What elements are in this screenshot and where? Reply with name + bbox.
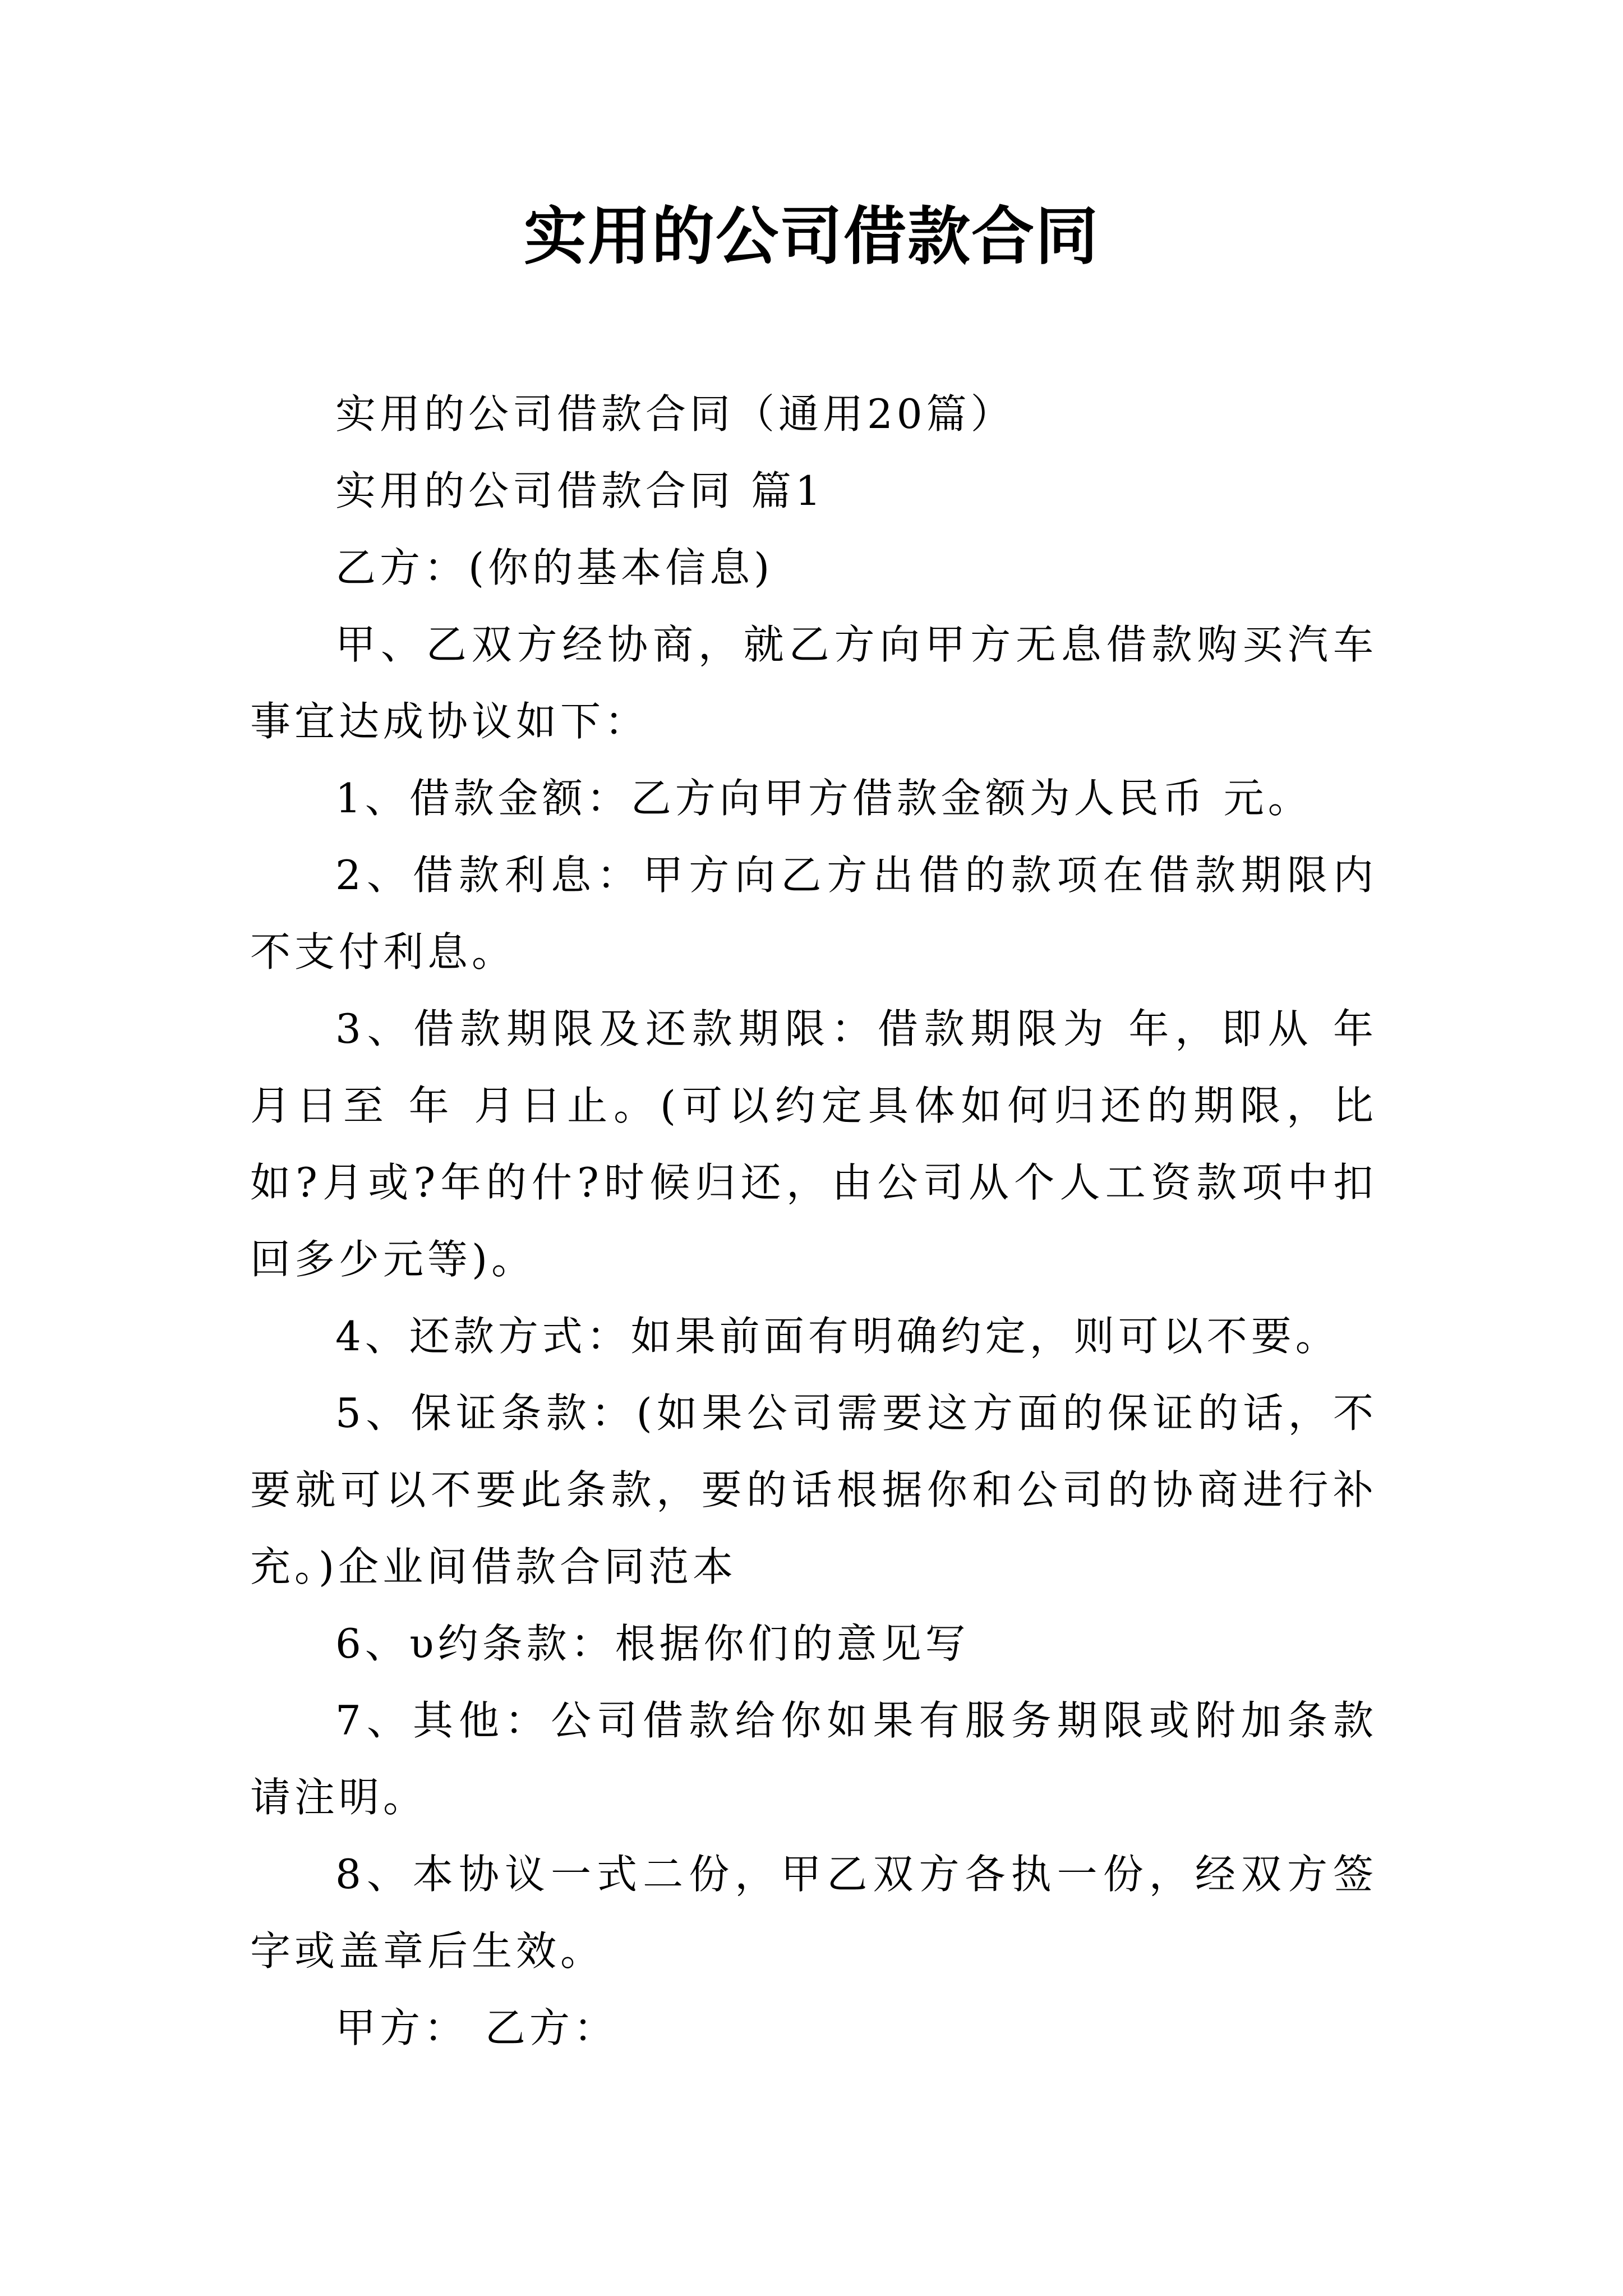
- document-title: 实用的公司借款合同: [524, 200, 1099, 273]
- clause-guarantee: 5、保证条款：(如果公司需要这方面的保证的话，不要就可以不要此条款，要的话根据你和公司的协商进行补充。)企业间借款合同范本: [250, 1389, 1377, 1590]
- clause-repayment-method: 4、还款方式：如果前面有明确约定，则可以不要。: [335, 1313, 1340, 1360]
- paragraph-subtitle: 实用的公司借款合同（通用20篇）: [335, 390, 1015, 438]
- clause-loan-interest: 2、借款利息：甲方向乙方出借的款项在借款期限内不支付利息。: [250, 852, 1377, 976]
- clause-breach: 6、υ约条款：根据你们的意见写: [335, 1620, 970, 1667]
- clause-loan-amount: 1、借款金额：乙方向甲方借款金额为人民币 元。: [335, 775, 1312, 822]
- clause-copies: 8、本协议一式二份，甲乙双方各执一份，经双方签字或盖章后生效。: [250, 1851, 1377, 1975]
- clause-other: 7、其他：公司借款给你如果有服务期限或附加条款请注明。: [250, 1697, 1377, 1821]
- paragraph-preamble: 甲、乙双方经协商，就乙方向甲方无息借款购买汽车事宜达成协议如下：: [250, 621, 1377, 745]
- document-body: [250, 376, 1377, 2067]
- signature-line: 甲方： 乙方：: [335, 2004, 618, 2051]
- paragraph-party-b-info: 乙方：(你的基本信息): [335, 544, 774, 591]
- clause-loan-term: 3、借款期限及还款期限：借款期限为 年，即从 年 月日至 年 月日止。(可以约定具体如何归还的期限，比如?月或?年的什?时候归还，由公司从个人工资款项中扣回多少元等)。: [250, 1005, 1377, 1283]
- paragraph-section-heading: 实用的公司借款合同 篇1: [335, 467, 825, 514]
